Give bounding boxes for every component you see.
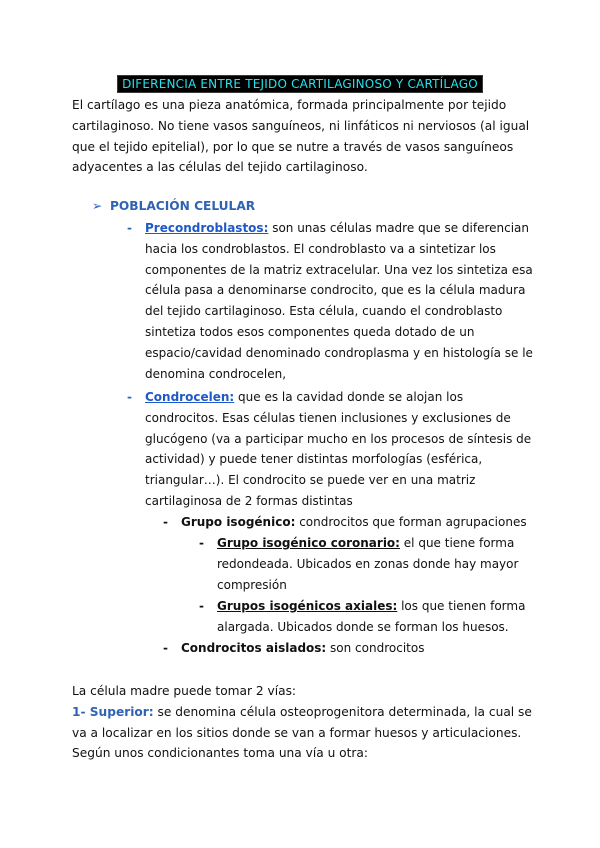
sub-item-grupo-coronario — [199, 533, 537, 595]
section-heading — [92, 199, 255, 213]
sub-item-grupos-axiales — [199, 596, 537, 638]
term-grupos-axiales: Grupos isogénicos axiales: — [217, 599, 398, 613]
superior-paragraph — [72, 702, 542, 764]
title-wrap — [0, 73, 600, 92]
document-title: DIFERENCIA ENTRE TEJIDO CARTILAGINOSO Y CARTÍLAGO — [118, 76, 482, 92]
item-text: son condrocitos — [326, 641, 425, 655]
term-condrocitos-aislados: Condrocitos aislados: — [181, 641, 327, 655]
intro-text: El cartílago es una pieza anatómica, formada principalmente por tejido cartilaginoso. No tiene vasos sanguíneos, ni linfáticos ni nerviosos (al igual que el tejido epitelial), por lo que se nutre a través de vasos sanguíneos adyacentes a las células del tejido cartilaginoso. — [72, 98, 530, 175]
term-grupo-isogenico: Grupo isogénico: — [181, 515, 296, 529]
term-precondroblastos: Precondroblastos: — [145, 221, 269, 235]
closing-line-1: La célula madre puede tomar 2 vías: — [72, 684, 297, 698]
item-text: son unas células madre que se diferencian hacia los condroblastos. El condroblasto va a sintetizar los componentes de la matriz extracelular. Una vez los sintetiza esa célula pasa a denominarse condrocito, que es la célula madura del tejido cartilaginoso. Esta célula, cuando el condroblasto sintetiza todos esos componentes queda dotado de un espacio/cavidad denominado condroplasma y en histología se le denomina condrocelen, — [145, 221, 533, 381]
intro-paragraph — [72, 95, 542, 178]
arrow-bullet-icon: ➢ — [92, 199, 103, 213]
dash-bullet: - — [163, 515, 168, 529]
sub-item-condrocitos-aislados — [163, 638, 541, 659]
item-text: el que tiene forma redondeada. Ubicados en zonas donde hay mayor compresión — [217, 536, 519, 592]
item-text: que es la cavidad donde se alojan los condrocitos. Esas células tienen inclusiones y exclusiones de glucógeno (va a participar mucho en los procesos de síntesis de actividad) y puede tener distintas morfologías (esférica, triangular…). El condrocito se puede ver en una matriz cartilaginosa de 2 formas distintas — [145, 390, 532, 508]
section-heading-text: POBLACIÓN CELULAR — [110, 199, 256, 213]
closing-paragraph — [72, 681, 542, 764]
superior-label: 1- Superior: — [72, 704, 154, 719]
dash-bullet: - — [199, 536, 204, 550]
list-item-condrocelen — [127, 387, 540, 512]
superior-text: se denomina célula osteoprogenitora determinada, la cual se va a localizar en los sitios donde se van a formar huesos y articulaciones. Según unos condicionantes toma una vía u otra: — [72, 704, 532, 761]
list-item-precondroblastos — [127, 218, 545, 384]
item-text: condrocitos que forman agrupaciones — [295, 515, 527, 529]
dash-bullet: - — [163, 641, 168, 655]
dash-bullet: - — [127, 221, 132, 235]
dash-bullet: - — [199, 599, 204, 613]
term-condrocelen: Condrocelen: — [145, 390, 235, 404]
sub-item-grupo-isogenico — [163, 512, 541, 533]
item-text: los que tienen forma alargada. Ubicados donde se forman los huesos. — [217, 599, 526, 634]
term-grupo-coronario: Grupo isogénico coronario: — [217, 536, 400, 550]
dash-bullet: - — [127, 390, 132, 404]
